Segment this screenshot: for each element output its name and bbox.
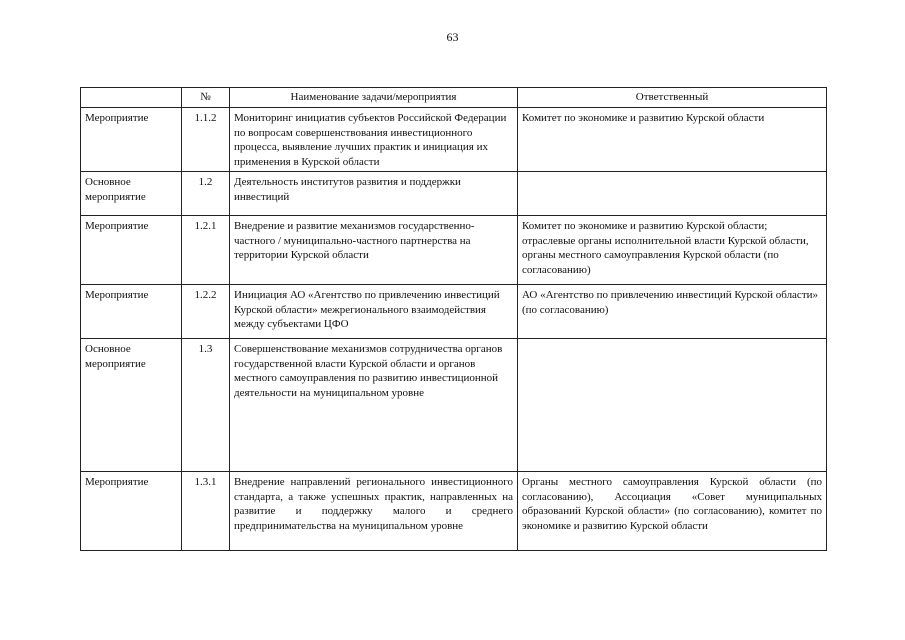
row-responsible: Комитет по экономике и развитию Курской области — [518, 108, 827, 172]
row-task-name: Мониторинг инициатив субъектов Российской Федерации по вопросам совершенствования инвестиционного процесса, выявление лучших практик и инициация их применения в Курской области — [230, 108, 518, 172]
header-task-name: Наименование задачи/мероприятия — [230, 88, 518, 108]
row-number: 1.2.2 — [182, 285, 230, 339]
row-task-name: Деятельность институтов развития и поддержки инвестиций — [230, 172, 518, 216]
table-row — [81, 472, 827, 551]
row-number: 1.3 — [182, 339, 230, 472]
row-number: 1.3.1 — [182, 472, 230, 551]
header-number: № — [182, 88, 230, 108]
table-row — [81, 216, 827, 285]
table-row — [81, 172, 827, 216]
row-type: Основное мероприятие — [81, 339, 182, 472]
row-number: 1.2.1 — [182, 216, 230, 285]
row-type: Мероприятие — [81, 108, 182, 172]
row-type: Мероприятие — [81, 216, 182, 285]
row-type: Основное мероприятие — [81, 172, 182, 216]
row-task-name: Совершенствование механизмов сотрудничества органов государственной власти Курской области и органов местного самоуправления по развитию инвестиционной деятельности на муниципальном уровне — [230, 339, 518, 472]
row-responsible — [518, 172, 827, 216]
row-type: Мероприятие — [81, 285, 182, 339]
row-responsible: АО «Агентство по привлечению инвестиций Курской области» (по согласованию) — [518, 285, 827, 339]
row-type: Мероприятие — [81, 472, 182, 551]
row-number: 1.2 — [182, 172, 230, 216]
row-responsible: Органы местного самоуправления Курской области (по согласованию), Ассоциация «Совет муниципальных образований Курской области» (по согласованию), комитет по экономике и развитию Курской области — [518, 472, 827, 551]
header-responsible: Ответственный — [518, 88, 827, 108]
row-task-name: Инициация АО «Агентство по привлечению инвестиций Курской области» межрегионального взаимодействия между субъектами ЦФО — [230, 285, 518, 339]
row-task-name: Внедрение и развитие механизмов государственно-частного / муниципально-частного партнерства на территории Курской области — [230, 216, 518, 285]
table-header-row — [81, 88, 827, 108]
page-number: 63 — [446, 30, 459, 44]
table-row — [81, 339, 827, 472]
table-row — [81, 285, 827, 339]
row-task-name: Внедрение направлений регионального инвестиционного стандарта, а также успешных практик, направленных на развитие и поддержку малого и среднего предпринимательства на муниципальном уровне — [230, 472, 518, 551]
row-responsible: Комитет по экономике и развитию Курской области; отраслевые органы исполнительной власти Курской области, органы местного самоуправления Курской области (по согласованию) — [518, 216, 827, 285]
row-number: 1.1.2 — [182, 108, 230, 172]
row-responsible — [518, 339, 827, 472]
table-row — [81, 108, 827, 172]
tasks-table — [80, 87, 827, 551]
header-type — [81, 88, 182, 108]
